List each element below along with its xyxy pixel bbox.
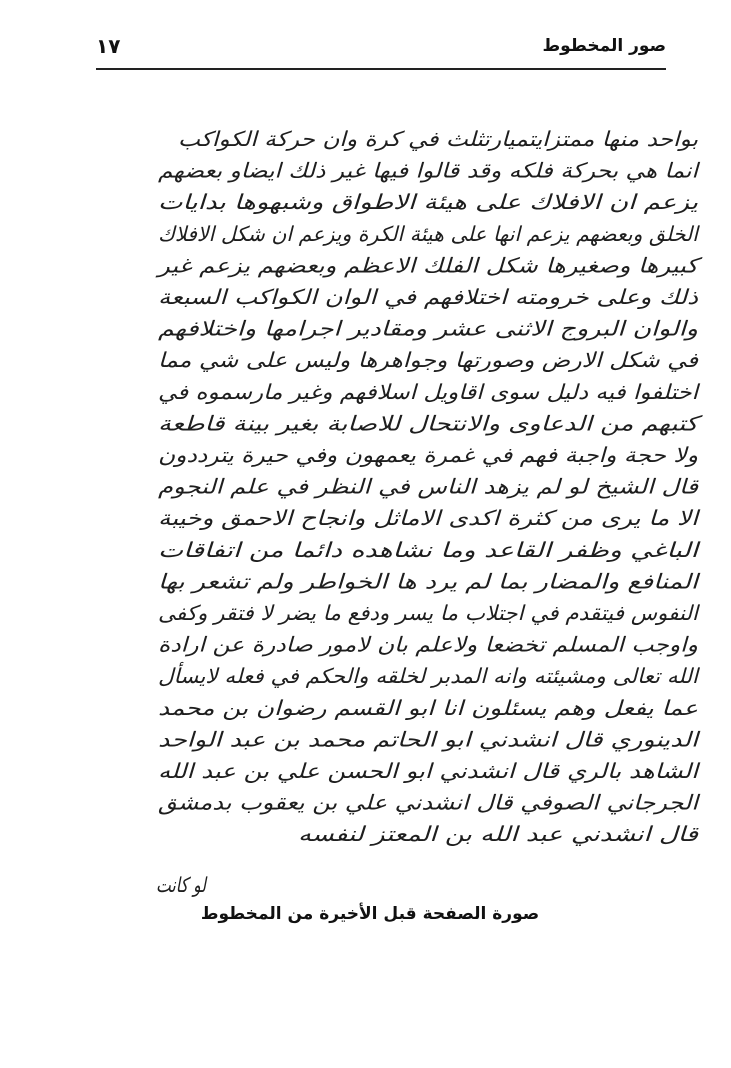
running-title: صور المخطوط <box>542 36 666 56</box>
catchword-text <box>150 866 210 906</box>
page-number: ١٧ <box>96 34 121 58</box>
manuscript-line: الخلق وبعضهم يزعم انها على هيئة الكرة ويزعم ان شكل الافلاك <box>158 221 699 246</box>
manuscript-line: الجرجاني الصوفي قال انشدني علي بن يعقوب بدمشق <box>158 790 620 815</box>
manuscript-line: يزعم ان الافلاك على هيئة الاطواق وشبهوها بدايات <box>158 190 699 215</box>
manuscript-line: كتبهم من الدعاوى والانتحال للاصابة بغير بينة قاطعة <box>158 411 704 436</box>
manuscript-line: ولا حجة واجبة فهم في غمرة يعمهون وفي حيرة يترددون <box>158 443 699 467</box>
manuscript-text-block <box>150 116 702 852</box>
manuscript-line: المنافع والمضار بما لم يرد ها الخواطر ولم تشعر بها <box>158 569 701 594</box>
manuscript-line: في شكل الارض وصورتها وجواهرها وليس على شي مما <box>158 348 700 373</box>
manuscript-line: قال الشيخ لو لم يزهد الناس في النظر في علم النجوم <box>158 474 700 499</box>
manuscript-line: انما هي بحركة فلكه وقد قالوا فيها غير ذلك ايضاو بعضهم <box>158 158 701 183</box>
catchword <box>150 866 210 906</box>
manuscript-line: كبيرها وصغيرها شكل الفلك الاعظم وبعضهم يزعم غير <box>154 253 704 278</box>
manuscript-line: النفوس فيتقدم في اجتلاب ما يسر ودفع ما يضر لا فتقر وكفى <box>158 601 701 625</box>
manuscript-line: بواحد منها ممتزايتميارتثلث في كرة وان حركة الكواكب <box>178 127 699 151</box>
manuscript-line: اختلفوا فيه دليل سوى اقاويل اسلافهم وغير مارسموه في <box>158 379 701 404</box>
manuscript-line: الدينوري قال انشدني ابو الحاتم محمد بن عبد الواحد <box>158 727 701 752</box>
manuscript-line: عما يفعل وهم يسئلون انا ابو القسم رضوان بن محمد <box>158 695 698 720</box>
manuscript-line: الشاهد بالري قال انشدني ابو الحسن علي بن عبد الله <box>158 759 701 783</box>
manuscript-line: الباغي وظفر القاعد وما نشاهده دائما من اتفاقات <box>158 537 701 562</box>
figure-caption: صورة الصفحة قبل الأخيرة من المخطوط <box>200 904 540 924</box>
manuscript-line: الله تعالى ومشيئته وانه المدبر لخلقه والحكم في فعله لايسأل <box>158 664 673 689</box>
manuscript-line: واوجب المسلم تخضعا ولاعلم بان لامور صادرة عن ارادة <box>158 632 699 657</box>
manuscript-page <box>150 116 702 852</box>
manuscript-line: قال انشدني عبد الله بن المعتز لنفسه <box>298 822 700 847</box>
manuscript-line: ذلك وعلى خرومته اختلافهم في الوان الكواكب السبعة <box>158 285 700 309</box>
page-header <box>96 32 666 70</box>
manuscript-line: والوان البروج الاثنى عشر ومقادير اجرامها واختلافهم <box>158 316 699 341</box>
catchword-line: لو كانت <box>156 873 209 897</box>
manuscript-line: الا ما يرى من كثرة اكدى الاماثل وانجاح الاحمق وخيبة <box>158 506 606 531</box>
